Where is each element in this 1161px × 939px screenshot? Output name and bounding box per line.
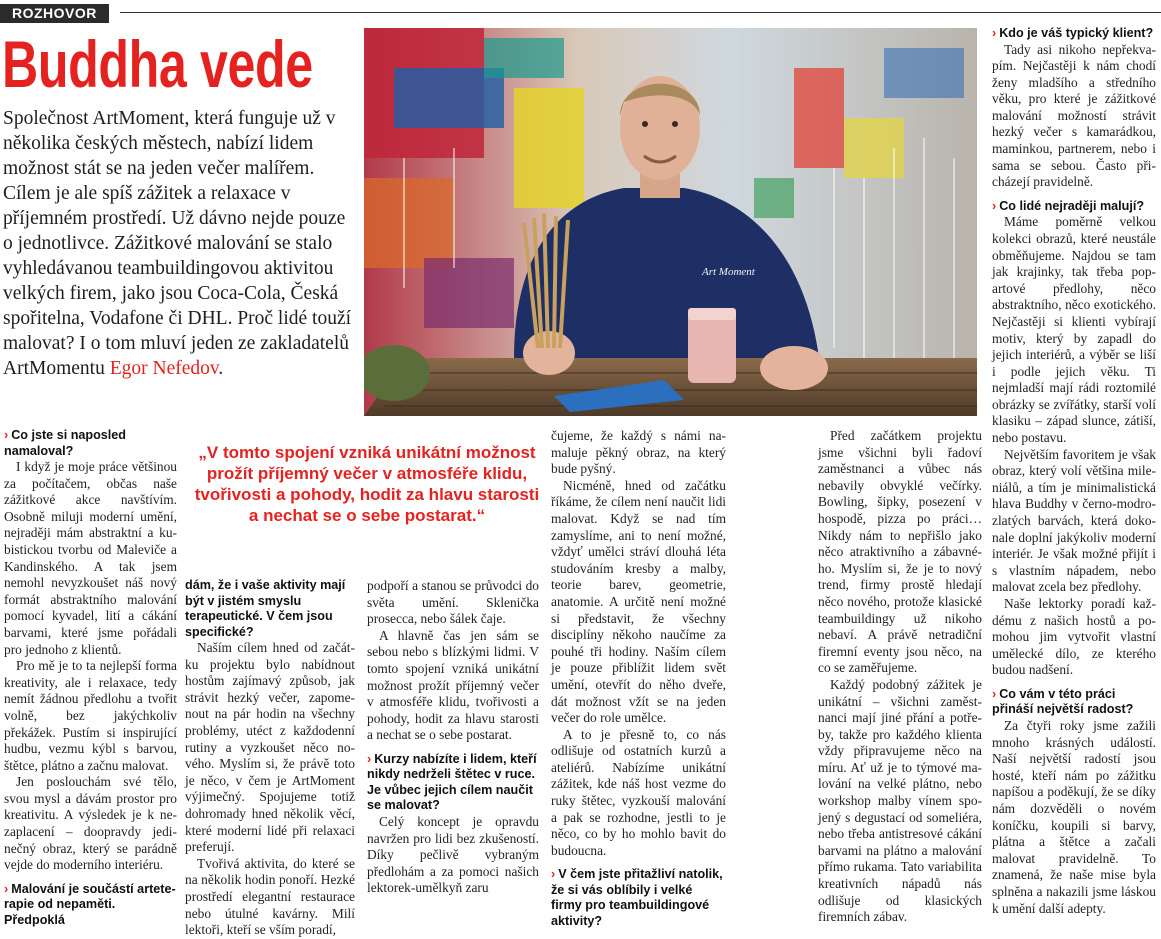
answer-paragraph: Pro mě je to ta nejlepší forma kreativity, ale i relaxace, tedy nemít žádnou předlohu a tvořit volně, bez jakýchkoliv překážek. Pustím si inspirující hudbu, vezmu kýbl s barvou, štětce, plátno a začnu malovat. bbox=[4, 658, 177, 773]
question-heading: › Co lidé nejraději malují? bbox=[992, 198, 1145, 213]
answer-paragraph: A to je přesně to, co nás odlišuje od ostatních kurzů a ateliérů. Nabízíme unikátní zážitek, kde náš host vezme do ruky štětec, vyzkouší malování a pak se rozhodne, jestli to je něco, co by ho mohlo bavit do budoucna. bbox=[551, 726, 726, 858]
article-column-2 bbox=[185, 578, 355, 939]
chevron-right-icon: › bbox=[4, 428, 9, 442]
lead-text: Společnost ArtMoment, která funguje už v několika českých městech, nabízí lidem možnost stát se na jeden večer malířem. Cílem je ale spíš zážitek a relaxace v příjemném prostředí. Už dávno nejde pouze o jednotlivce. Zážitkové malování se stalo vyhledávanou teambuildingovou aktivitou velkých firem, jako jsou Coca-Cola, Česká spořitelna, Vodafone či DHL. Proč lidé touží malovat? I o tom mluví jeden ze zakladatelů ArtMomentu bbox=[3, 108, 352, 379]
question-heading: › V čem jste přitažliví natolik, že si vás oblíbily i velké firmy pro teambuildingové aktivity? bbox=[551, 867, 723, 928]
question-heading: › Co jste si naposled namaloval? bbox=[4, 428, 126, 458]
chevron-right-icon: › bbox=[367, 751, 372, 766]
question-heading: › Malování je součástí arteterapie od nepaměti. Předpoklá bbox=[4, 881, 176, 927]
question-heading: › Kurzy nabízíte i lidem, kteří nikdy nedrželi štětec v ruce. Je vůbec jejich cílem naučit se malovat? bbox=[367, 751, 537, 813]
shirt-logo-text: Art Moment bbox=[702, 266, 755, 278]
article-column-4 bbox=[551, 428, 726, 929]
answer-paragraph: Každý podobný zážitek je unikátní – všichni zaměstnanci mají jiné přání a potřeby, takže pro každého klienta vždy připravujeme něco na míru. Ať už je to týmové malování na velké plátno, nebo workshop malby vínem spojený s degustací od someliéra, nebo třeba antistresové cákání barvami na plátno a malování přímo rukama. Tato variabilita kreativních nápadů nás odlišuje od klasických firemních zábav. bbox=[818, 676, 982, 925]
answer-paragraph: Za čtyři roky jsme zažili mnoho krásných událostí. Naší největší radostí jsou hosté, kteří nám po zážitku napíšou a poděkují, že se díky nám dozvěděli o novém koníčku, koupili si barvy, plátna a štětce a začali malovat pravidelně. To znamená, že naše mise byla splněna a nakazili jsme láskou k umění další adepty. bbox=[992, 717, 1156, 916]
article-column-3 bbox=[367, 578, 539, 897]
answer-paragraph: I když je moje práce většinou za počítačem, občas naše zážitkové akce navštívím. Osobně miluji moderní umění, nejraději mám abstraktní a kubistickou tvorbu od Maleviče a Kandinského. A tak jsem nemohl nevyzkoušet náš nový formát abstraktního malování pomocí kyvadel, lití a cákání barvami, které jsme pořádali pro jednoho z klientů. bbox=[4, 459, 177, 657]
chevron-right-icon: › bbox=[992, 198, 997, 213]
answer-paragraph: A hlavně čas jen sám se sebou nebo s blízkými lidmi. V tomto spojení vzniká unikátní možnost prožít příjemný večer v atmosféře klidu, tvořivosti a pohody, hodit za hlavu starosti a nechat se o sebe postarat. bbox=[367, 627, 539, 743]
question-heading: › Kdo je váš typický klient? bbox=[992, 26, 1154, 40]
headline: Buddha vede bbox=[2, 27, 313, 101]
section-rule bbox=[120, 12, 1161, 13]
article-column-5 bbox=[818, 428, 982, 926]
answer-paragraph: Naším cílem hned od začátku projektu bylo nabídnout hostům zajímavý způsob, jak strávit hezký večer, zapomenout na pár hodin na všechny problémy, utéct z každodenní rutiny a vyzkoušet něco nového. Myslím si, že právě toto je něco, v čem je ArtMoment výjimečný. Spojujeme totiž dohromady hned několik věcí, které moderní lidé při relaxaci preferují. bbox=[185, 640, 355, 855]
article-column-6 bbox=[992, 26, 1156, 917]
portrait-photo bbox=[364, 28, 977, 416]
article-column-1 bbox=[4, 428, 177, 928]
lead-end: . bbox=[218, 358, 224, 379]
answer-paragraph: Nicméně, hned od začátku říkáme, že cílem není naučit lidi malovat. Když se nad tím zamyslíme, ani to není možné, vždyť umělci stráví dlouhá léta studováním kresby a malby, teorie barev, geometrie, anatomie. A určitě není možné si představit, že všechny disciplíny někoho naučíme za pouhé tři hodiny. Naším cílem je pouze přiblížit lidem svět umění, otevřít do něho dveře, dát možnost vžít se na jeden večer do role umělce. bbox=[551, 477, 726, 726]
lead-paragraph bbox=[3, 106, 355, 381]
answer-paragraph: čujeme, že každý s námi namaluje pěkný obraz, na který bude pyšný. bbox=[551, 428, 726, 477]
portrait-illustration bbox=[364, 28, 977, 416]
answer-paragraph: Naše lektorky poradí každému z našich hostů a pomohou jim vytvořit vlastní umělecké dílo, ze kterého budou nadšení. bbox=[992, 596, 1156, 678]
answer-paragraph: Před začátkem projektu jsme všichni byli řadoví zaměstnanci a vůbec nás nebavily obvyklé večírky. Bowling, šipky, posezení v hospodě, pizza po práci… Nikdy nám to nepřišlo jako něco atraktivního a zábavného. Myslím si, že je to nový trend, firmy prostě hledají něco nového, protože klasické teambuildingy už nikoho nebaví. A právě netradiční firemní eventy jsou něco, na co se zaměřujeme. bbox=[818, 428, 982, 676]
section-tag: ROZHOVOR bbox=[0, 4, 109, 23]
lead-author-name: Egor Nefedov bbox=[109, 358, 219, 379]
chevron-right-icon: › bbox=[992, 686, 997, 701]
answer-paragraph: Tady asi nikoho nepřekvapím. Nejčastěji k nám chodí ženy mladšího a středního věku, pro které je zážitkové malování možností strávit hezký večer s kamarádkou, maminkou, partnerem, nebo i sama se sebou. Často přicházejí pravidelně. bbox=[992, 41, 1156, 190]
question-heading-continued: dám, že i vaše aktivity mají být v jistém smyslu terapeutické. V čem jsou specifické? bbox=[185, 578, 346, 639]
chevron-right-icon: › bbox=[992, 26, 997, 40]
pull-quote: „V tomto spojení vzniká unikátní možnost prožít příjemný večer v atmosféře klidu, tvořivosti a pohody, hodit za hlavu starosti a nechat se o sebe postarat.“ bbox=[194, 443, 540, 525]
chevron-right-icon: › bbox=[551, 867, 556, 882]
chevron-right-icon: › bbox=[4, 881, 9, 896]
answer-paragraph: Máme poměrně velkou kolekci obrazů, které neustále obměňujeme. Najdou se tam jak krajinky, tak třeba pop-artové předlohy, něco abstraktního, něco exotického. Nejčastěji si klienti vybírají motiv, který by zapadl do jejich interiérů, a výběr se liší i podle jejich věku. Ti nejmladší mají rádi roztomilé obrázky se zvířátky, starší volí klasiku – západ slunce, zátiší, nebo postavu. bbox=[992, 214, 1156, 446]
answer-paragraph: podpoří a stanou se průvodci do světa umění. Sklenička prosecca, nebo šálek čaje. bbox=[367, 578, 539, 627]
answer-paragraph: Jen poslouchám své tělo, svou mysl a dávám prostor pro kreativitu. A výsledek je k nezaplacení – doopravdy jedinečný obraz, který se parádně vejde do moderního interiéru. bbox=[4, 774, 177, 873]
answer-paragraph: Největším favoritem je však obraz, který volí většina mileniálů, a tím je minimalistická hlava Buddhy v černo-modro-zlatých barvách, která dokonale doplní jakýkoliv moderní interiér. Je však možné přijít i s vlastním nápadem, nebo malovat zcela bez předlohy. bbox=[992, 446, 1156, 595]
answer-paragraph: Celý koncept je opravdu navržen pro lidi bez zkušeností. Díky pečlivě vybraným předlohám a za pomoci našich lektorek-umělkyň zaru bbox=[367, 813, 539, 896]
answer-paragraph: Tvořivá aktivita, do které se na několik hodin ponoří. Hezké prostředí elegantní restaurace nebo útulné kavárny. Milí lektoři, kteří se vším poradí, bbox=[185, 855, 355, 938]
question-heading: › Co vám v této práci přináší největší radost? bbox=[992, 686, 1134, 717]
